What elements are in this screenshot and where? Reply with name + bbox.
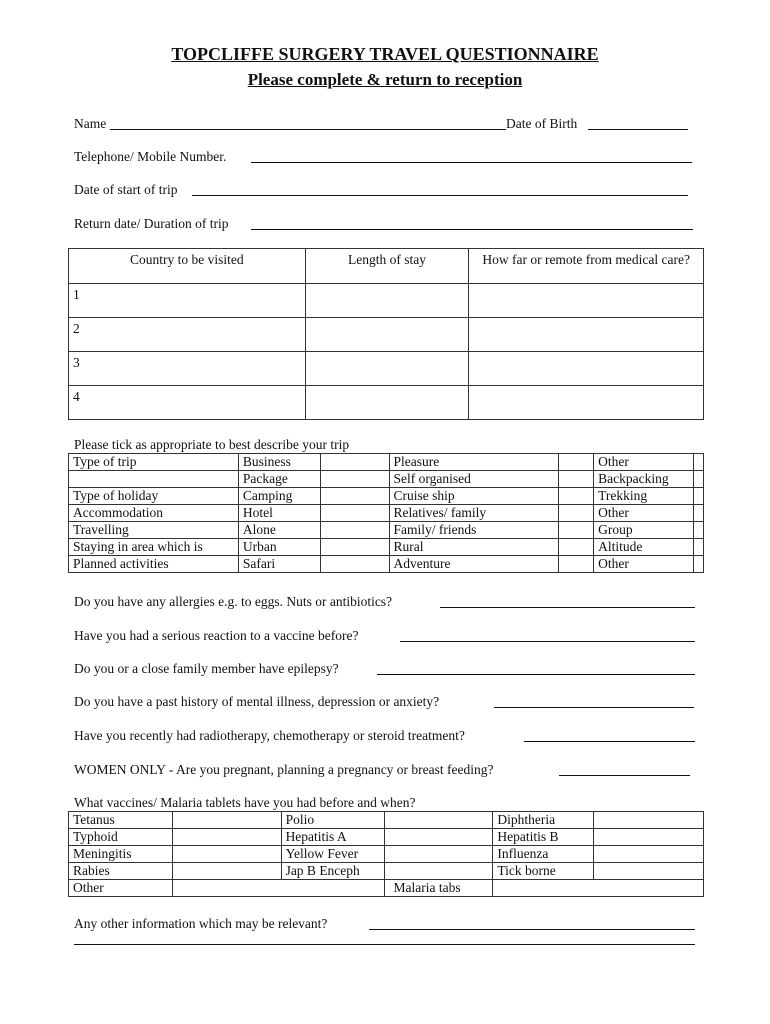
- table-row: [69, 829, 704, 846]
- tick-option-b-label: Cruise ship: [389, 488, 559, 505]
- stay-cell[interactable]: [305, 386, 469, 420]
- vaccine-date-cell[interactable]: [594, 863, 704, 880]
- tick-box-b[interactable]: [559, 471, 594, 488]
- return-date-field[interactable]: [251, 229, 693, 230]
- vaccine-date-cell[interactable]: [594, 812, 704, 829]
- vaccine-other-cell[interactable]: [172, 880, 385, 897]
- tick-category-label: Type of trip: [69, 454, 239, 471]
- tick-box-a[interactable]: [320, 539, 389, 556]
- tick-option-a-label: Safari: [238, 556, 320, 573]
- treatment-question: Have you recently had radiotherapy, chemotherapy or steroid treatment?: [74, 728, 465, 743]
- table-row: [69, 505, 704, 522]
- epilepsy-question: Do you or a close family member have epilepsy?: [74, 661, 339, 676]
- trip-start-label: Date of start of trip: [74, 182, 178, 197]
- allergies-question: Do you have any allergies e.g. to eggs. Nuts or antibiotics?: [74, 594, 393, 609]
- tick-box-c[interactable]: [693, 471, 703, 488]
- remote-cell[interactable]: [469, 352, 704, 386]
- tick-box-b[interactable]: [559, 454, 594, 471]
- vaccine-date-cell[interactable]: [172, 863, 281, 880]
- tick-box-c[interactable]: [693, 522, 703, 539]
- tick-box-a[interactable]: [320, 522, 389, 539]
- tick-category-label: Accommodation: [69, 505, 239, 522]
- tick-category-label: Type of holiday: [69, 488, 239, 505]
- dob-label: Date of Birth: [506, 116, 578, 131]
- tick-category-label: Planned activities: [69, 556, 239, 573]
- vaccine-name: Tetanus: [69, 812, 173, 829]
- tick-box-a[interactable]: [320, 505, 389, 522]
- tick-box-b[interactable]: [559, 556, 594, 573]
- table-row: [69, 539, 704, 556]
- vaccine-date-cell[interactable]: [385, 846, 493, 863]
- dob-field[interactable]: [588, 129, 688, 130]
- country-cell[interactable]: 1: [69, 284, 306, 318]
- tick-option-b-label: Pleasure: [389, 454, 559, 471]
- vaccine-date-cell[interactable]: [385, 863, 493, 880]
- remote-cell[interactable]: [469, 284, 704, 318]
- tick-option-b-label: Relatives/ family: [389, 505, 559, 522]
- vaccine-date-cell[interactable]: [385, 812, 493, 829]
- table-row: [69, 556, 704, 573]
- stay-cell[interactable]: [305, 318, 469, 352]
- vaccine-name: Influenza: [493, 846, 594, 863]
- table-row: [69, 318, 704, 352]
- pregnancy-question: WOMEN ONLY - Are you pregnant, planning a pregnancy or breast feeding?: [74, 762, 494, 777]
- tick-box-c[interactable]: [693, 539, 703, 556]
- phone-label: Telephone/ Mobile Number.: [74, 149, 227, 164]
- allergies-field[interactable]: [440, 607, 695, 608]
- pregnancy-field[interactable]: [559, 775, 690, 776]
- tick-intro: Please tick as appropriate to best describe your trip: [74, 437, 350, 452]
- vaccines-table: [68, 811, 704, 897]
- vaccine-name: Rabies: [69, 863, 173, 880]
- tick-option-a-label: Camping: [238, 488, 320, 505]
- tick-option-b-label: Rural: [389, 539, 559, 556]
- vaccine-reaction-field[interactable]: [400, 641, 695, 642]
- name-label: Name: [74, 116, 107, 131]
- table-row: [69, 454, 704, 471]
- malaria-tabs-label: Malaria tabs: [385, 880, 493, 897]
- tick-box-c[interactable]: [693, 488, 703, 505]
- table-row: [69, 488, 704, 505]
- other-info-field[interactable]: [369, 929, 695, 930]
- tick-option-a-label: Alone: [238, 522, 320, 539]
- table-row: [69, 522, 704, 539]
- table-row: [69, 386, 704, 420]
- tick-option-b-label: Self organised: [389, 471, 559, 488]
- page-subtitle: Please complete & return to reception: [247, 70, 523, 89]
- mental-health-field[interactable]: [494, 707, 694, 708]
- tick-option-b-label: Family/ friends: [389, 522, 559, 539]
- malaria-tabs-cell[interactable]: [493, 880, 704, 897]
- tick-box-a[interactable]: [320, 454, 389, 471]
- tick-option-c-label: Backpacking: [594, 471, 694, 488]
- stay-header: Length of stay: [305, 249, 469, 284]
- table-row: [69, 863, 704, 880]
- tick-category-label: Travelling: [69, 522, 239, 539]
- tick-category-label: [69, 471, 239, 488]
- tick-box-a[interactable]: [320, 471, 389, 488]
- tick-box-b[interactable]: [559, 522, 594, 539]
- vaccine-name: Hepatitis B: [493, 829, 594, 846]
- vaccine-date-cell[interactable]: [172, 812, 281, 829]
- return-date-label: Return date/ Duration of trip: [74, 216, 229, 231]
- page-title: TOPCLIFFE SURGERY TRAVEL QUESTIONNAIRE: [171, 44, 599, 64]
- table-row: [69, 812, 704, 829]
- other-info-label: Any other information which may be relevant?: [74, 916, 328, 931]
- phone-field[interactable]: [251, 162, 692, 163]
- vaccine-date-cell[interactable]: [594, 846, 704, 863]
- stay-cell[interactable]: [305, 352, 469, 386]
- tick-box-c[interactable]: [693, 505, 703, 522]
- tick-box-a[interactable]: [320, 488, 389, 505]
- trip-type-table: [68, 453, 704, 573]
- other-info-field-continued[interactable]: [74, 944, 695, 945]
- tick-option-a-label: Hotel: [238, 505, 320, 522]
- trip-start-field[interactable]: [192, 195, 688, 196]
- vaccines-intro: What vaccines/ Malaria tablets have you had before and when?: [74, 795, 416, 810]
- countries-table: [68, 248, 704, 420]
- vaccine-name: Diphtheria: [493, 812, 594, 829]
- remote-header: How far or remote from medical care?: [469, 249, 704, 284]
- vaccine-date-cell[interactable]: [385, 829, 493, 846]
- vaccine-date-cell[interactable]: [172, 829, 281, 846]
- vaccine-reaction-question: Have you had a serious reaction to a vaccine before?: [74, 628, 359, 643]
- country-cell[interactable]: 3: [69, 352, 306, 386]
- vaccine-name: Yellow Fever: [281, 846, 385, 863]
- treatment-field[interactable]: [524, 741, 695, 742]
- vaccine-name: Typhoid: [69, 829, 173, 846]
- mental-health-question: Do you have a past history of mental illness, depression or anxiety?: [74, 694, 440, 709]
- tick-box-b[interactable]: [559, 539, 594, 556]
- tick-option-c-label: Trekking: [594, 488, 694, 505]
- tick-option-c-label: Other: [594, 505, 694, 522]
- country-cell[interactable]: 2: [69, 318, 306, 352]
- vaccine-name: Meningitis: [69, 846, 173, 863]
- vaccine-date-cell[interactable]: [172, 846, 281, 863]
- tick-option-a-label: Business: [238, 454, 320, 471]
- tick-option-b-label: Adventure: [389, 556, 559, 573]
- tick-box-c[interactable]: [693, 556, 703, 573]
- country-header: Country to be visited: [69, 249, 306, 284]
- tick-box-c[interactable]: [693, 454, 703, 471]
- tick-option-a-label: Urban: [238, 539, 320, 556]
- vaccine-name: Tick borne: [493, 863, 594, 880]
- vaccine-other-label: Other: [69, 880, 173, 897]
- tick-option-a-label: Package: [238, 471, 320, 488]
- table-row: [69, 471, 704, 488]
- stay-cell[interactable]: [305, 284, 469, 318]
- tick-option-c-label: Group: [594, 522, 694, 539]
- epilepsy-field[interactable]: [377, 674, 695, 675]
- tick-box-b[interactable]: [559, 505, 594, 522]
- table-row: [69, 352, 704, 386]
- country-cell[interactable]: 4: [69, 386, 306, 420]
- tick-option-c-label: Other: [594, 454, 694, 471]
- tick-option-c-label: Altitude: [594, 539, 694, 556]
- tick-box-b[interactable]: [559, 488, 594, 505]
- remote-cell[interactable]: [469, 318, 704, 352]
- tick-box-a[interactable]: [320, 556, 389, 573]
- vaccine-name: Jap B Enceph: [281, 863, 385, 880]
- tick-option-c-label: Other: [594, 556, 694, 573]
- table-row: [69, 846, 704, 863]
- vaccine-date-cell[interactable]: [594, 829, 704, 846]
- table-row: [69, 284, 704, 318]
- remote-cell[interactable]: [469, 386, 704, 420]
- tick-category-label: Staying in area which is: [69, 539, 239, 556]
- vaccine-name: Hepatitis A: [281, 829, 385, 846]
- name-field[interactable]: [110, 129, 506, 130]
- vaccine-name: Polio: [281, 812, 385, 829]
